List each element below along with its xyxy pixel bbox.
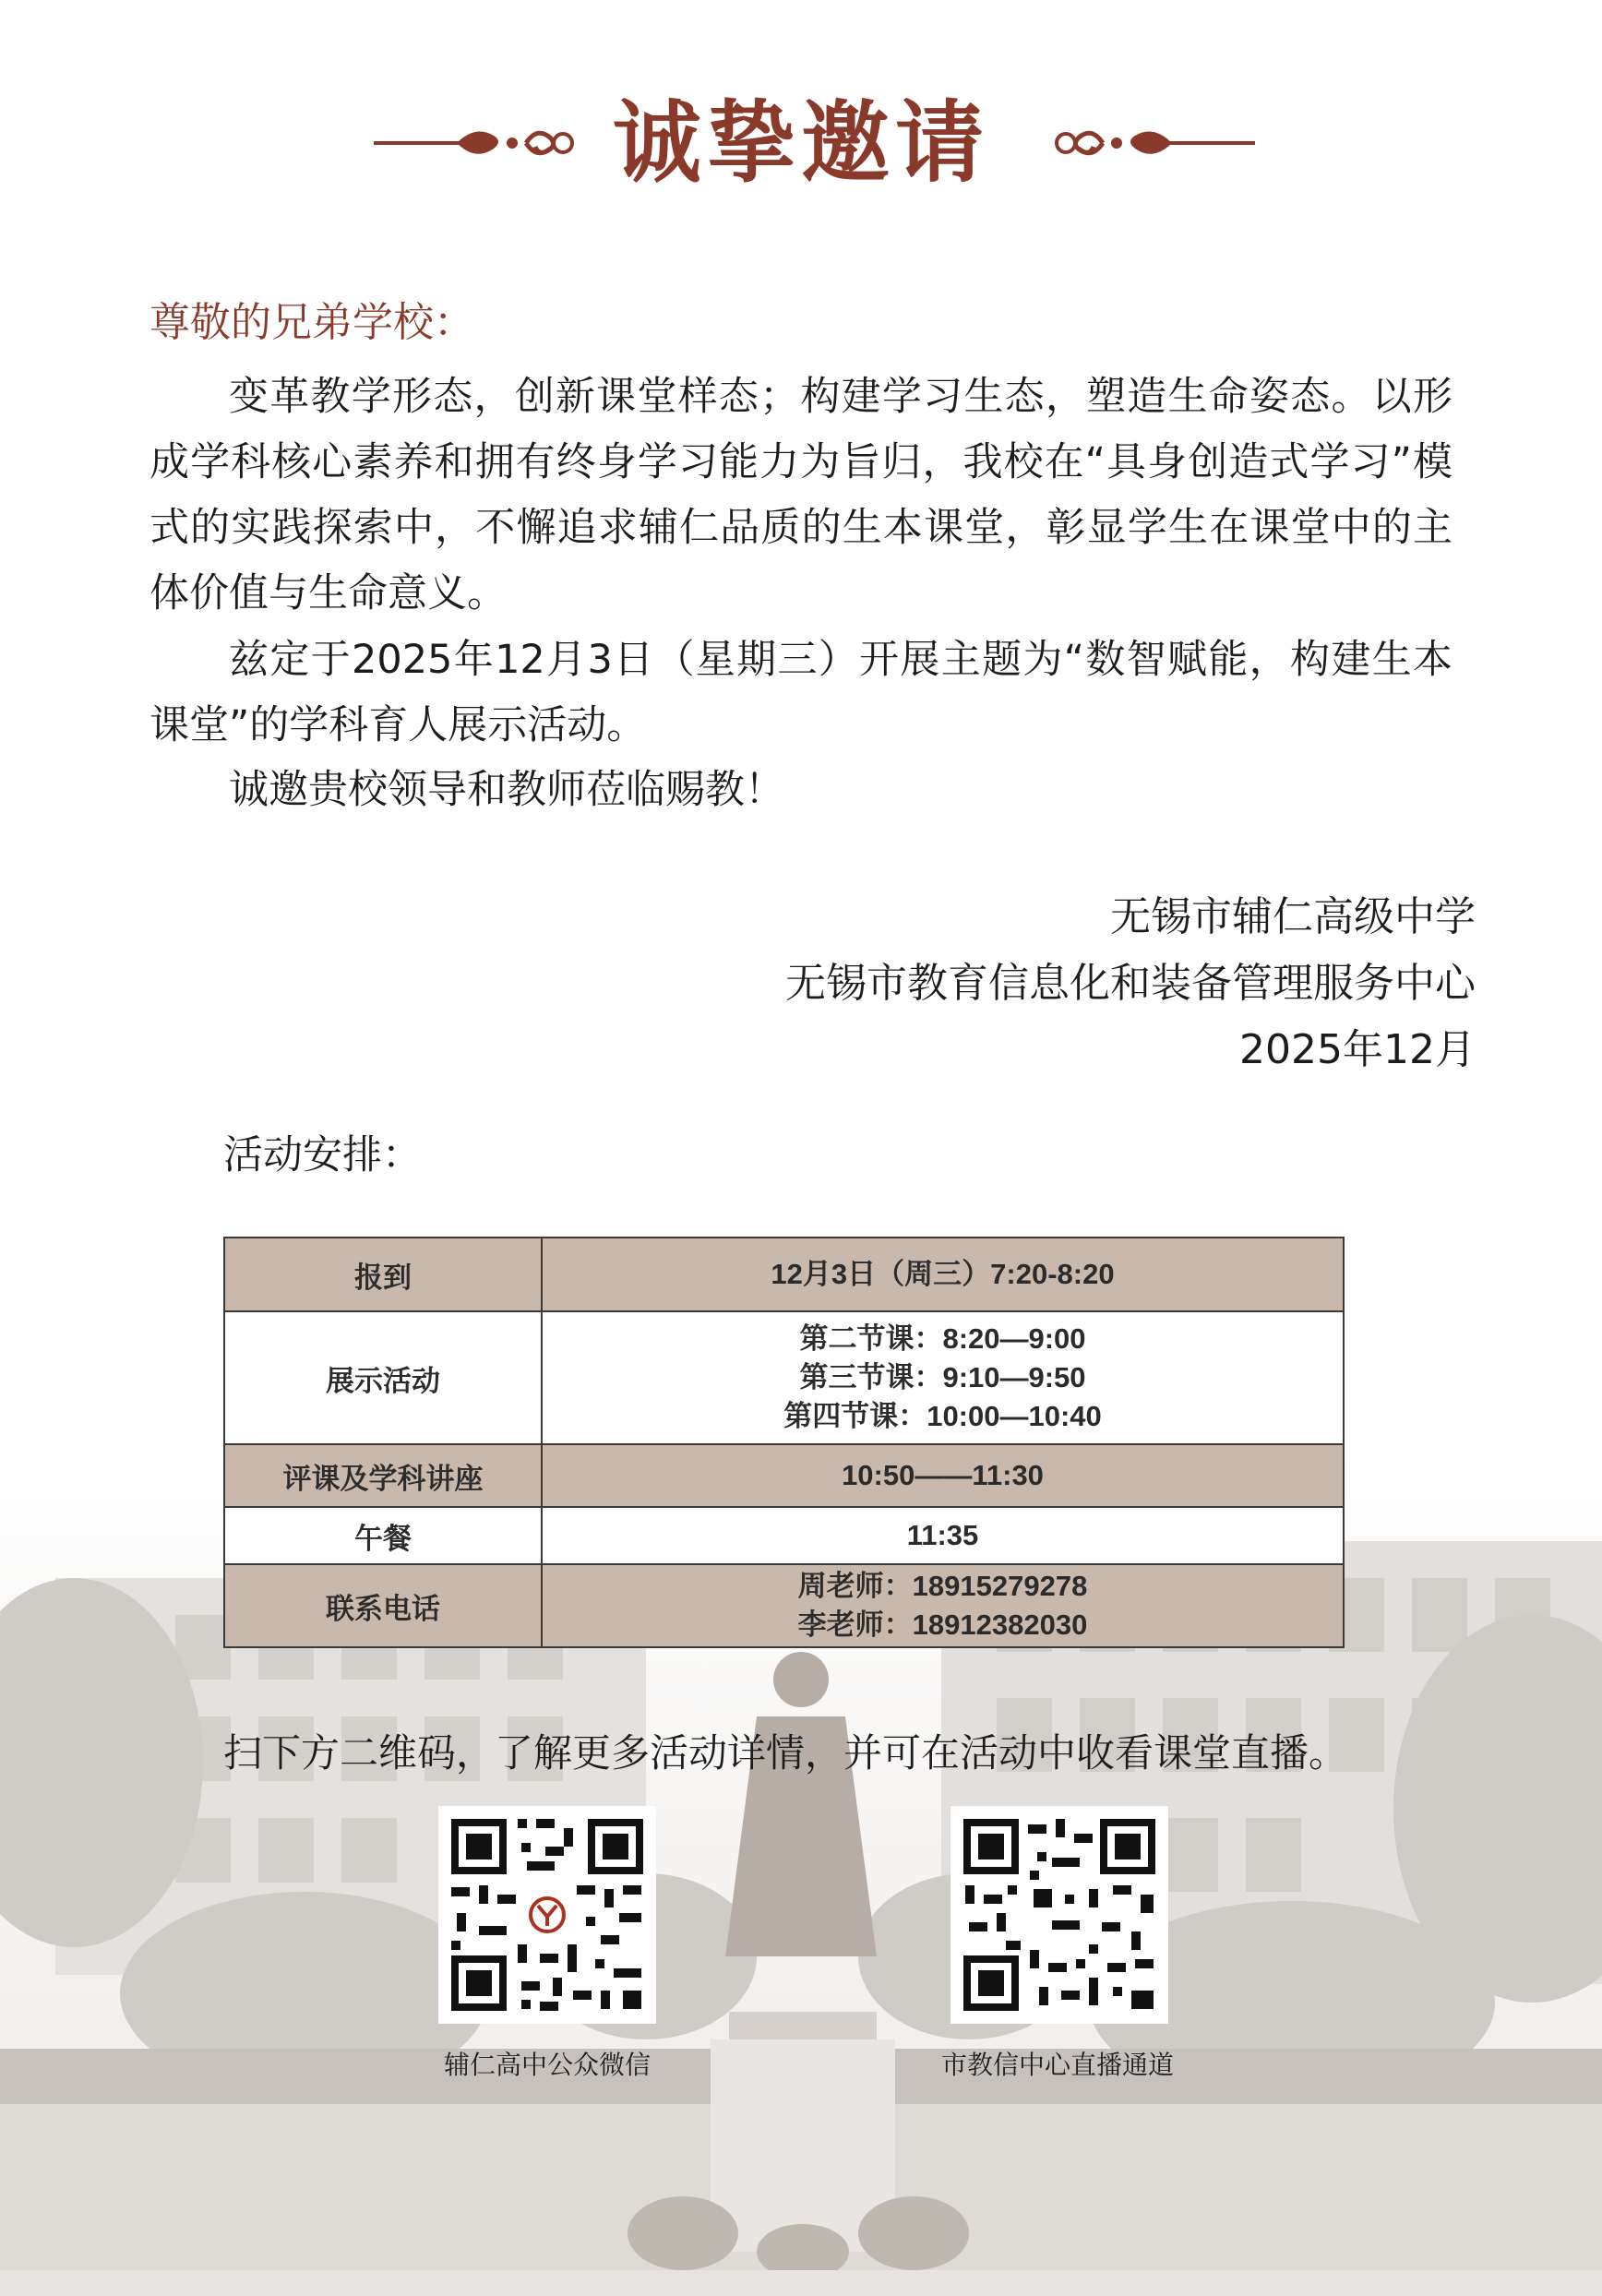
schedule-time-line: 第四节课：10:00—10:40 (783, 1400, 1102, 1432)
schedule-table (223, 1237, 1345, 1648)
ornament-right-icon (1052, 115, 1255, 171)
schedule-time-line: 第二节课：8:20—9:00 (799, 1322, 1086, 1355)
schedule-item-label: 联系电话 (224, 1564, 542, 1647)
qr-code-wechat-icon[interactable] (438, 1806, 656, 2024)
schedule-item-label: 评课及学科讲座 (224, 1444, 542, 1507)
schedule-item-label: 展示活动 (224, 1311, 542, 1444)
title-block (0, 88, 1602, 198)
schedule-item-label: 报到 (224, 1238, 542, 1311)
contact-phone-line: 周老师：18915279278 (797, 1570, 1088, 1602)
table-row (224, 1311, 1344, 1444)
schedule-time-line: 第三节课：9:10—9:50 (799, 1361, 1086, 1393)
paragraph-event: 兹定于2025年12月3日（星期三）开展主题为“数智赋能，构建生本课堂”的学科育人展示活动。 (149, 637, 1453, 748)
table-row (224, 1444, 1344, 1507)
qr-caption-wechat: 辅仁高中公众微信 (443, 2050, 651, 2080)
qr-instruction: 扫下方二维码，了解更多活动详情，并可在活动中收看课堂直播。 (223, 1730, 1348, 1776)
qr-code-icon (950, 1806, 1168, 2024)
schedule-time-line: 11:35 (906, 1519, 979, 1551)
schedule-time-line: 12月3日（周三）7:20-8:20 (771, 1258, 1115, 1290)
schedule-item-time (542, 1311, 1344, 1444)
schedule-item-time (542, 1507, 1344, 1564)
contact-phone-line: 李老师：18912382030 (797, 1608, 1088, 1641)
qr-code-icon (438, 1806, 656, 2024)
page-title: 诚挚邀请 (613, 90, 989, 195)
qr-code-live-icon[interactable] (950, 1806, 1168, 2024)
table-row (224, 1238, 1344, 1311)
schedule-item-time (542, 1444, 1344, 1507)
signature-date: 2025年12月 (1239, 1026, 1476, 1073)
qr-caption-live: 市教信中心直播通道 (940, 2050, 1174, 2080)
salutation: 尊敬的兄弟学校： (149, 299, 474, 346)
table-row (224, 1507, 1344, 1564)
schedule-heading: 活动安排： (223, 1132, 422, 1178)
schedule-item-time (542, 1564, 1344, 1647)
paragraph-invite: 诚邀贵校领导和教师莅临赐教！ (229, 767, 784, 813)
signature-org-school: 无锡市辅仁高级中学 (1110, 893, 1476, 940)
signature-org-center: 无锡市教育信息化和装备管理服务中心 (785, 960, 1476, 1007)
schedule-item-label: 午餐 (224, 1507, 542, 1564)
schedule-item-time (542, 1238, 1344, 1311)
paragraph-intro: 变革教学形态，创新课堂样态；构建学习生态，塑造生命姿态。以形成学科核心素养和拥有终身学习能力为旨归，我校在“具身创造式学习”模式的实践探索中，不懈追求辅仁品质的生本课堂，彰显学生在课堂中的主体价值与生命意义。 (149, 374, 1453, 616)
table-row (224, 1564, 1344, 1647)
schedule-time-line: 10:50——11:30 (842, 1459, 1044, 1491)
